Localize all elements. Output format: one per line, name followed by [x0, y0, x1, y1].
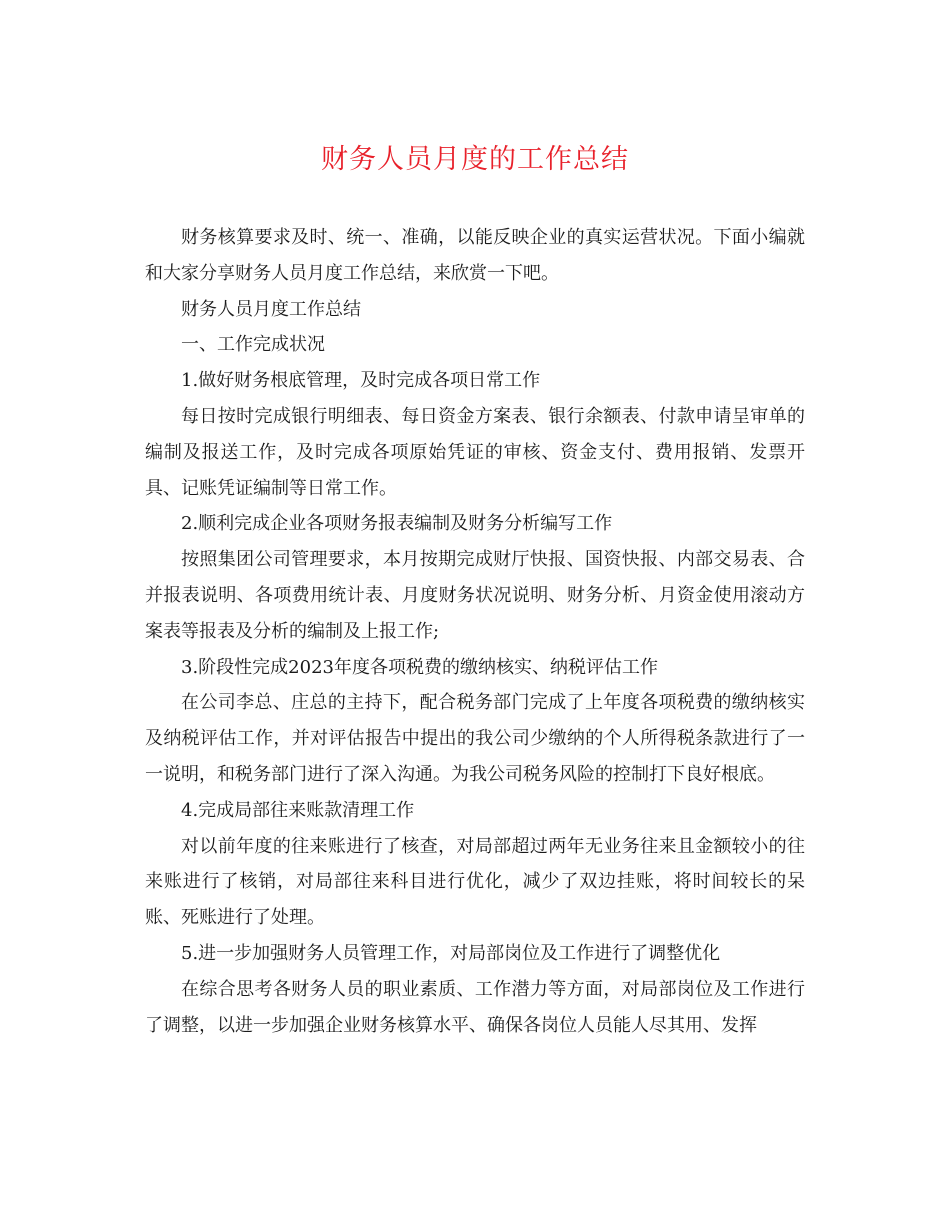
item-heading-1: 1.做好财务根底管理，及时完成各项日常工作 [181, 370, 541, 392]
item-heading-4: 4.完成局部往来账款清理工作 [181, 799, 415, 821]
document-title: 财务人员月度的工作总结 [321, 144, 629, 175]
section-heading: 财务人员月度工作总结 [181, 298, 361, 320]
item-heading-2: 2.顺利完成企业各项财务报表编制及财务分析编写工作 [181, 513, 613, 535]
section-heading-1: 一、工作完成状况 [181, 334, 325, 356]
item-paragraph-1: 每日按时完成银行明细表、每日资金方案表、银行余额表、付款申请呈审单的编制及报送工作，及时完成各项原始凭证的审核、资金支付、费用报销、发票开具、记账凭证编制等日常工作。 [145, 405, 805, 499]
item-paragraph-4: 对以前年度的往来账进行了核查，对局部超过两年无业务往来且金额较小的往来账进行了核销，对局部往来科目进行优化，减少了双边挂账，将时间较长的呆账、死账进行了处理。 [145, 835, 805, 929]
item-heading-5: 5.进一步加强财务人员管理工作，对局部岗位及工作进行了调整优化 [181, 942, 721, 964]
item-heading-3: 3.阶段性完成2023年度各项税费的缴纳核实、纳税评估工作 [181, 656, 658, 678]
intro-paragraph: 财务核算要求及时、统一、准确，以能反映企业的真实运营状况。下面小编就和大家分享财务人员月度工作总结，来欣赏一下吧。 [145, 227, 805, 284]
item-paragraph-5: 在综合思考各财务人员的职业素质、工作潜力等方面，对局部岗位及工作进行了调整，以进一步加强企业财务核算水平、确保各岗位人员能人尽其用、发挥 [145, 978, 805, 1036]
item-paragraph-3: 在公司李总、庄总的主持下，配合税务部门完成了上年度各项税费的缴纳核实及纳税评估工作，并对评估报告中提出的我公司少缴纳的个人所得税条款进行了一一说明，和税务部门进行了深入沟通。为我公司税务风险的控制打下良好根底。 [145, 692, 805, 785]
item-paragraph-2: 按照集团公司管理要求，本月按期完成财厅快报、国资快报、内部交易表、合并报表说明、各项费用统计表、月度财务状况说明、财务分析、月资金使用滚动方案表等报表及分析的编制及上报工作; [145, 549, 805, 642]
document-body [145, 220, 805, 1043]
